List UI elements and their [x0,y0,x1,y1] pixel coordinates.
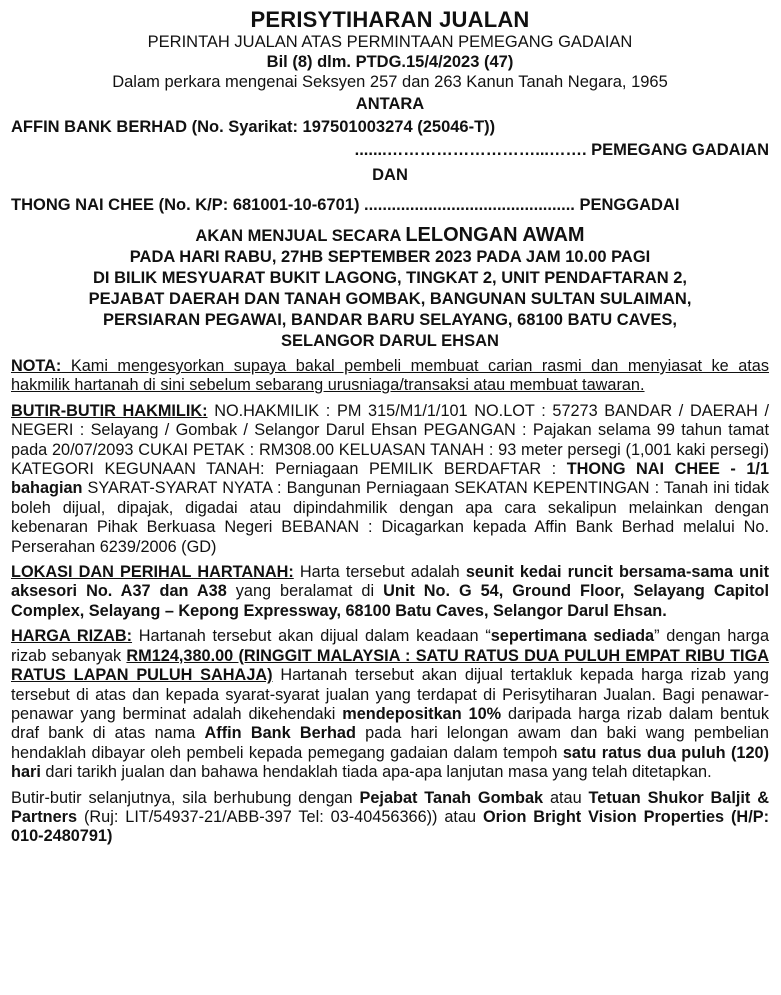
auction-heading-pre: AKAN MENJUAL SECARA [195,227,406,245]
act-reference: Dalam perkara mengenai Seksyen 257 dan 263 Kanun Tanah Negara, 1965 [112,73,668,91]
condition-text: sepertimana sediada [490,627,655,646]
law-firm: Tetuan Shukor Baljit & Partners [11,788,769,826]
reserve-price-heading: HARGA RIZAB: [11,627,133,646]
contact-text-3: (Ruj: LIT/54937-21/ABB-397 Tel: 03-40456366)) atau [77,807,483,826]
antara-label: ANTARA [355,95,425,113]
location-text-2: yang beralamat di [226,582,384,601]
location-heading: LOKASI DAN PERIHAL HARTANAH: [11,563,294,582]
payment-period: satu ratus dua puluh (120) hari [11,743,769,782]
dan-label: DAN [372,166,408,184]
reserve-text-2: ” dengan harga rizab sebanyak [11,627,769,665]
auction-venue-1: DI BILIK MESYUARAT BUKIT LAGONG, TINGKAT 2, UNIT PENDAFTARAN 2, [93,269,687,287]
contact-text-2: atau [543,788,589,807]
notice-title: PERISYTIHARAN JUALAN [250,7,530,32]
contact-paragraph [11,789,769,847]
auction-venue-3: PERSIARAN PEGAWAI, BANDAR BARU SELAYANG, 68100 BATU CAVES, [103,311,677,329]
notice-subtitle: PERINTAH JUALAN ATAS PERMINTAAN PEMEGANG GADAIAN [147,33,633,51]
nota-paragraph [11,357,769,396]
title-details-text-2: SYARAT-SYARAT NYATA : Bangunan Perniagaan SEKATAN KEPENTINGAN : Tanah ini tidak boleh dijual, dipajak, digadai atau dipindahmilik dengan apa cara sekalipun melainkan dengan kebenaran Pihak Berkuasa Negeri BEBANAN : Dicagarkan kepada Affin Bank Berhad melalui No. Perserahan 6239/2006 (GD) [11,479,769,556]
reserve-price-paragraph [11,627,769,782]
title-details-paragraph [11,402,769,557]
contact-text-1: Butir-butir selanjutnya, sila berhubung dengan [11,788,360,807]
land-office: Pejabat Tanah Gombak [359,788,544,807]
reserve-price: RM124,380.00 (RINGGIT MALAYSIA : SATU RATUS DUA PULUH EMPAT RIBU TIGA RATUS LAPAN PULUH SAHAJA) [11,646,769,685]
deposit-text: mendepositkan 10% [342,704,502,723]
reserve-text-6: dari tarikh jualan dan bahawa hendaklah tiada apa-apa lanjutan masa yang telah ditetapkan. [40,763,712,782]
auction-venue-2: PEJABAT DAERAH DAN TANAH GOMBAK, BANGUNAN SULTAN SULAIMAN, [88,290,692,308]
reserve-text-1: Hartanah tersebut akan dijual dalam keadaan “ [132,627,491,646]
title-details-heading: BUTIR-BUTIR HAKMILIK: [11,401,208,420]
auction-venue-4: SELANGOR DARUL EHSAN [281,332,499,350]
nota-heading: NOTA: [11,357,62,375]
title-details-text-1: NO.HAKMILIK : PM 315/M1/1/101 NO.LOT : 57273 BANDAR / DAERAH / NEGERI : Selayang / Gombak / Selangor Darul Ehsan PEGANGAN : Pajakan selama 99 tahun tamat pada 20/07/2093 CUKAI PETAK : RM308.00 KELUASAN TANAH : 93 meter persegi (1,001 kaki persegi) KATEGORI KEGUNAAN TANAH: Perniagaan PEMILIK BERDAFTAR : [11,401,769,479]
property-address: Unit No. G 54, Ground Floor, Selayang Capitol Complex, Selayang – Kepong Expressway, 68100 Batu Caves, Selangor Darul Ehsan. [11,582,769,620]
auction-date: PADA HARI RABU, 27HB SEPTEMBER 2023 PADA JAM 10.00 PAGI [129,248,651,266]
reserve-text-4: daripada harga rizab dalam bentuk draf bank di atas nama [11,704,769,743]
nota-text: Kami mengesyorkan supaya bakal pembeli membuat carian rasmi dan menyiasat ke atas hakmilik hartanah di sini sebelum sebarang urusniaga/transaksi atau membuat tawaran. [11,357,769,395]
location-text-1: Harta tersebut adalah [293,563,466,582]
registered-owner: THONG NAI CHEE - 1/1 bahagian [11,460,769,498]
auction-heading [11,225,769,247]
chargee-role: .......………………………...……. PEMEGANG GADAIAN [354,141,769,159]
auction-heading-emphasis: LELONGAN AWAM [405,224,585,246]
auction-details [11,225,769,352]
reference-number: Bil (8) dlm. PTDG.15/4/2023 (47) [266,53,514,71]
chargee-name: AFFIN BANK BERHAD (No. Syarikat: 197501003274 (25046-T)) [11,118,496,136]
location-paragraph [11,563,769,621]
reserve-text-3: Hartanah tersebut akan dijual tertakluk kepada harga rizab yang tersebut di atas dan kepada syarat-syarat jualan yang terdapat di Perisytiharan Jualan. Bagi penawar-penawar yang berminat adalah dikehendaki [11,666,769,723]
property-type: seunit kedai runcit bersama-sama unit aksesori No. A37 dan A38 [11,563,769,601]
auctioneer: Orion Bright Vision Properties (H/P: 010-2480791) [11,807,769,846]
reserve-text-5: pada hari lelongan awam dan baki wang pembelian hendaklah dibayar oleh pembeli kepada pemegang gadaian dalam tempoh [11,724,769,762]
chargor-line: THONG NAI CHEE (No. K/P: 681001-10-6701) .............................................. PENGGADAI [11,196,680,214]
bank-name: Affin Bank Berhad [204,724,356,743]
